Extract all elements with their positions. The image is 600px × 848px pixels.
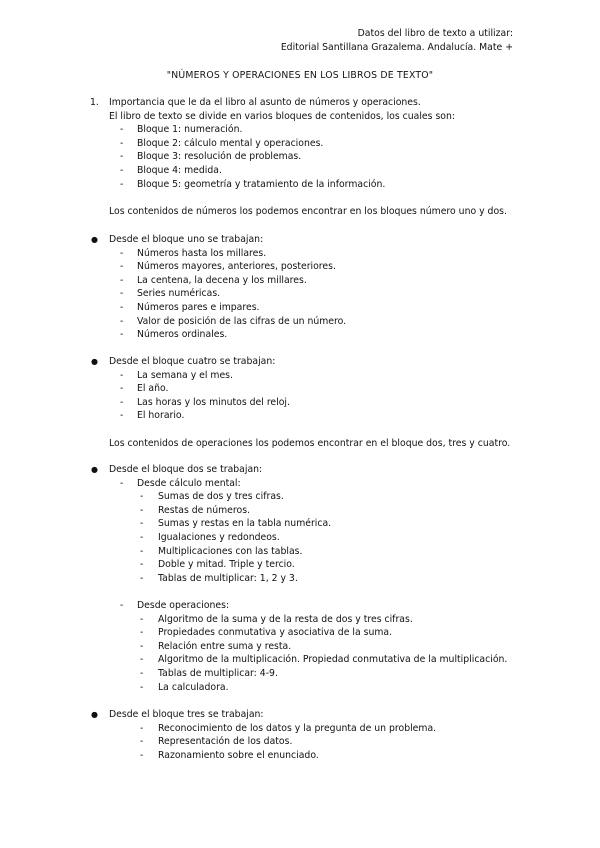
section-intro: El libro de texto se divide en varios bloques de contenidos, los cuales son: [109,110,455,122]
list-item: - Series numéricas. [120,288,221,300]
bullet-heading-row [0,233,600,247]
dash-icon: - [140,491,144,503]
list-item: - Igualaciones y redondeos. [140,531,280,543]
dash-icon: - [120,151,124,163]
dash-icon: - [140,531,144,543]
list-item: - Multiplicaciones con las tablas. [140,545,303,557]
section-note-row [0,437,600,451]
section-bloque-tres [0,708,600,762]
bullet-heading: Desde el bloque dos se trabajan: [109,464,263,475]
dash-icon: - [140,640,144,652]
list-item: - La centena, la decena y los millares. [120,274,307,286]
section-bloque-dos [0,463,600,694]
dash-icon: - [120,369,124,381]
dash-icon: - [120,178,124,190]
dash-icon: - [140,504,144,516]
list-item: - Razonamiento sobre el enunciado. [140,749,319,761]
header-line-2: Editorial Santillana Grazalema. Andalucía. Mate + [280,42,513,53]
list-item: - Números pares e impares. [120,301,260,313]
bullet-icon: ● [91,465,98,474]
dash-icon: - [120,383,124,395]
dash-icon: - [140,722,144,734]
dash-icon: - [120,164,124,176]
section-note: Los contenidos de números los podemos encontrar en los bloques número uno y dos. [109,205,507,217]
dash-icon: - [140,667,144,679]
list-item: - Bloque 1: numeración. [120,124,243,136]
list-item: - Tablas de multiplicar: 4-9. [140,667,278,679]
section-note: Los contenidos de operaciones los podemos encontrar en el bloque dos, tres y cuatro. [109,437,511,449]
list-item: - Valor de posición de las cifras de un número. [120,315,347,327]
list-item: - Algoritmo de la multiplicación. Propiedad conmutativa de la multiplicación. [140,654,508,666]
list-item: - Representación de los datos. [140,736,293,748]
list-item: - Algoritmo de la suma y de la resta de dos y tres cifras. [140,613,413,625]
dash-icon: - [120,599,124,611]
list-item: - Bloque 3: resolución de problemas. [120,151,302,163]
list-item: - La calculadora. [140,681,229,693]
dash-icon: - [120,410,124,422]
dash-icon: - [120,124,124,136]
subsection-heading: Desde cálculo mental: [137,477,241,489]
bullet-icon: ● [91,357,98,366]
bullet-heading-row [0,463,600,477]
bullet-heading: Desde el bloque cuatro se trabajan: [109,356,276,367]
dash-icon: - [120,477,124,489]
bullet-heading-row [0,355,600,369]
section-bloque-cuatro [0,355,600,450]
list-item: - El año. [120,383,169,395]
list-item: - Las horas y los minutos del reloj. [120,396,290,408]
dash-icon: - [120,274,124,286]
list-item: - La semana y el mes. [120,369,233,381]
list-item: - Números mayores, anteriores, posteriores. [120,261,336,273]
list-item: - Sumas de dos y tres cifras. [140,491,284,503]
dash-icon: - [140,518,144,530]
list-item: - Sumas y restas en la tabla numérica. [140,518,332,530]
list-item: - Relación entre suma y resta. [140,640,292,652]
subsection-heading: Desde operaciones: [137,599,230,611]
dash-icon: - [120,137,124,149]
section-heading-row [0,96,600,110]
section-heading: Importancia que le da el libro al asunto de números y operaciones. [109,97,421,108]
list-item: - Propiedades conmutativa y asociativa de la suma. [140,627,393,639]
list-item: - Reconocimiento de los datos y la pregunta de un problema. [140,722,437,734]
list-item: - Números hasta los millares. [120,247,267,259]
list-item: - Bloque 2: cálculo mental y operaciones. [120,137,324,149]
dash-icon: - [120,396,124,408]
dash-icon: - [140,654,144,666]
dash-icon: - [140,736,144,748]
section-number: 1. [90,97,99,108]
document-title: "NÚMEROS Y OPERACIONES EN LOS LIBROS DE TEXTO" [166,70,434,81]
dash-icon: - [120,288,124,300]
dash-icon: - [120,247,124,259]
dash-icon: - [140,572,144,584]
list-item: - El horario. [120,410,185,422]
bullet-icon: ● [91,710,98,719]
bullet-icon: ● [91,235,98,244]
list-item: - Bloque 4: medida. [120,164,222,176]
dash-icon: - [140,559,144,571]
subsection-heading-row [0,477,600,491]
list-item: - Restas de números. [140,504,250,516]
bullet-heading: Desde el bloque uno se trabajan: [109,234,264,245]
list-item: - Números ordinales. [120,329,228,341]
dash-icon: - [140,545,144,557]
section-importancia [0,96,600,218]
dash-icon: - [120,261,124,273]
list-item: - Doble y mitad. Triple y tercio. [140,559,295,571]
list-item: - Tablas de multiplicar: 1, 2 y 3. [140,572,298,584]
dash-icon: - [140,613,144,625]
list-item: - Bloque 5: geometría y tratamiento de la información. [120,178,386,190]
dash-icon: - [140,681,144,693]
subsection-heading-row [0,599,600,613]
dash-icon: - [120,329,124,341]
section-bloque-uno [0,233,600,342]
header-line-1: Datos del libro de texto a utilizar: [357,28,513,39]
section-note-row [0,205,600,219]
dash-icon: - [140,627,144,639]
bullet-heading: Desde el bloque tres se trabajan: [109,709,264,720]
section-intro-row [0,110,600,124]
bullet-heading-row [0,708,600,722]
dash-icon: - [120,315,124,327]
dash-icon: - [140,749,144,761]
dash-icon: - [120,301,124,313]
